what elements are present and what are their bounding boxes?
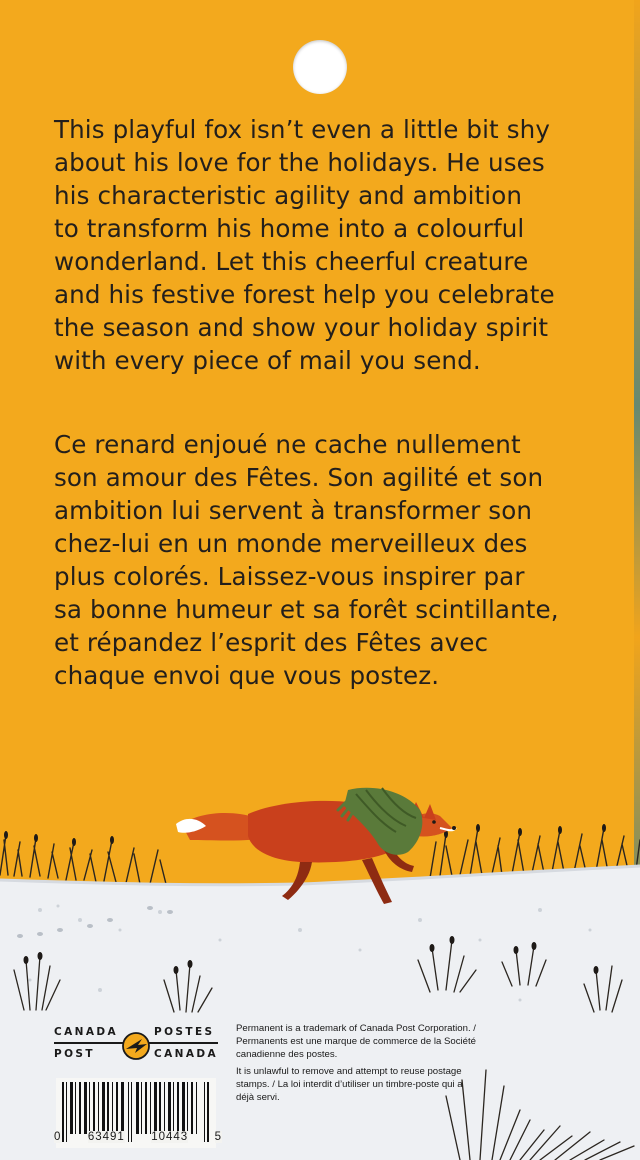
canada-post-logo [54, 1024, 218, 1068]
text-line: his characteristic agility and ambition [54, 181, 523, 210]
text-line: sa bonne humeur et sa forêt scintillante, [54, 595, 559, 624]
text-line: chaque envoi que vous postez. [54, 661, 440, 690]
text-line: ambition lui servent à transformer son [54, 496, 533, 525]
french-paragraph [54, 428, 594, 692]
footer [0, 1020, 640, 1160]
text-line: to transform his home into a colourful [54, 214, 525, 243]
barcode-digit: 5 [214, 1131, 222, 1143]
text-line: plus colorés. Laissez-vous inspirer par [54, 562, 525, 591]
text-line: This playful fox isn’t even a little bit shy [54, 115, 550, 144]
logo-text: CANADA [154, 1048, 218, 1060]
barcode-number [54, 1131, 222, 1143]
text-line: wonderland. Let this cheerful creature [54, 247, 529, 276]
text-line: with every piece of mail you send. [54, 346, 481, 375]
english-paragraph [54, 113, 594, 377]
logo-text: CANADA [54, 1026, 118, 1038]
barcode-digit: 63491 [87, 1131, 125, 1143]
text-line: Ce renard enjoué ne cache nullement [54, 430, 521, 459]
text-line: the season and show your holiday spirit [54, 313, 549, 342]
reuse-warning: It is unlawful to remove and attempt to reuse postage stamps. / La loi interdit d’utiliser un timbre-poste qui a déjà servi. [236, 1065, 463, 1104]
logo-text: POSTES [154, 1026, 215, 1038]
trademark-notice: Permanent is a trademark of Canada Post Corporation. / Permanents est une marque de commerce de la Société canadienne des postes. [236, 1023, 476, 1061]
legal-text [236, 1022, 476, 1107]
canada-post-eagle-icon [120, 1031, 152, 1061]
text-line: son amour des Fêtes. Son agilité et son [54, 463, 544, 492]
hang-hole [293, 40, 347, 94]
text-line: and his festive forest help you celebrate [54, 280, 555, 309]
text-line: about his love for the holidays. He uses [54, 148, 545, 177]
barcode-digit: 10443 [151, 1131, 189, 1143]
text-line: et répandez l’esprit des Fêtes avec [54, 628, 489, 657]
barcode-digit: 0 [54, 1131, 62, 1143]
text-line: chez-lui en un monde merveilleux des [54, 529, 528, 558]
logo-text: POST [54, 1048, 95, 1060]
